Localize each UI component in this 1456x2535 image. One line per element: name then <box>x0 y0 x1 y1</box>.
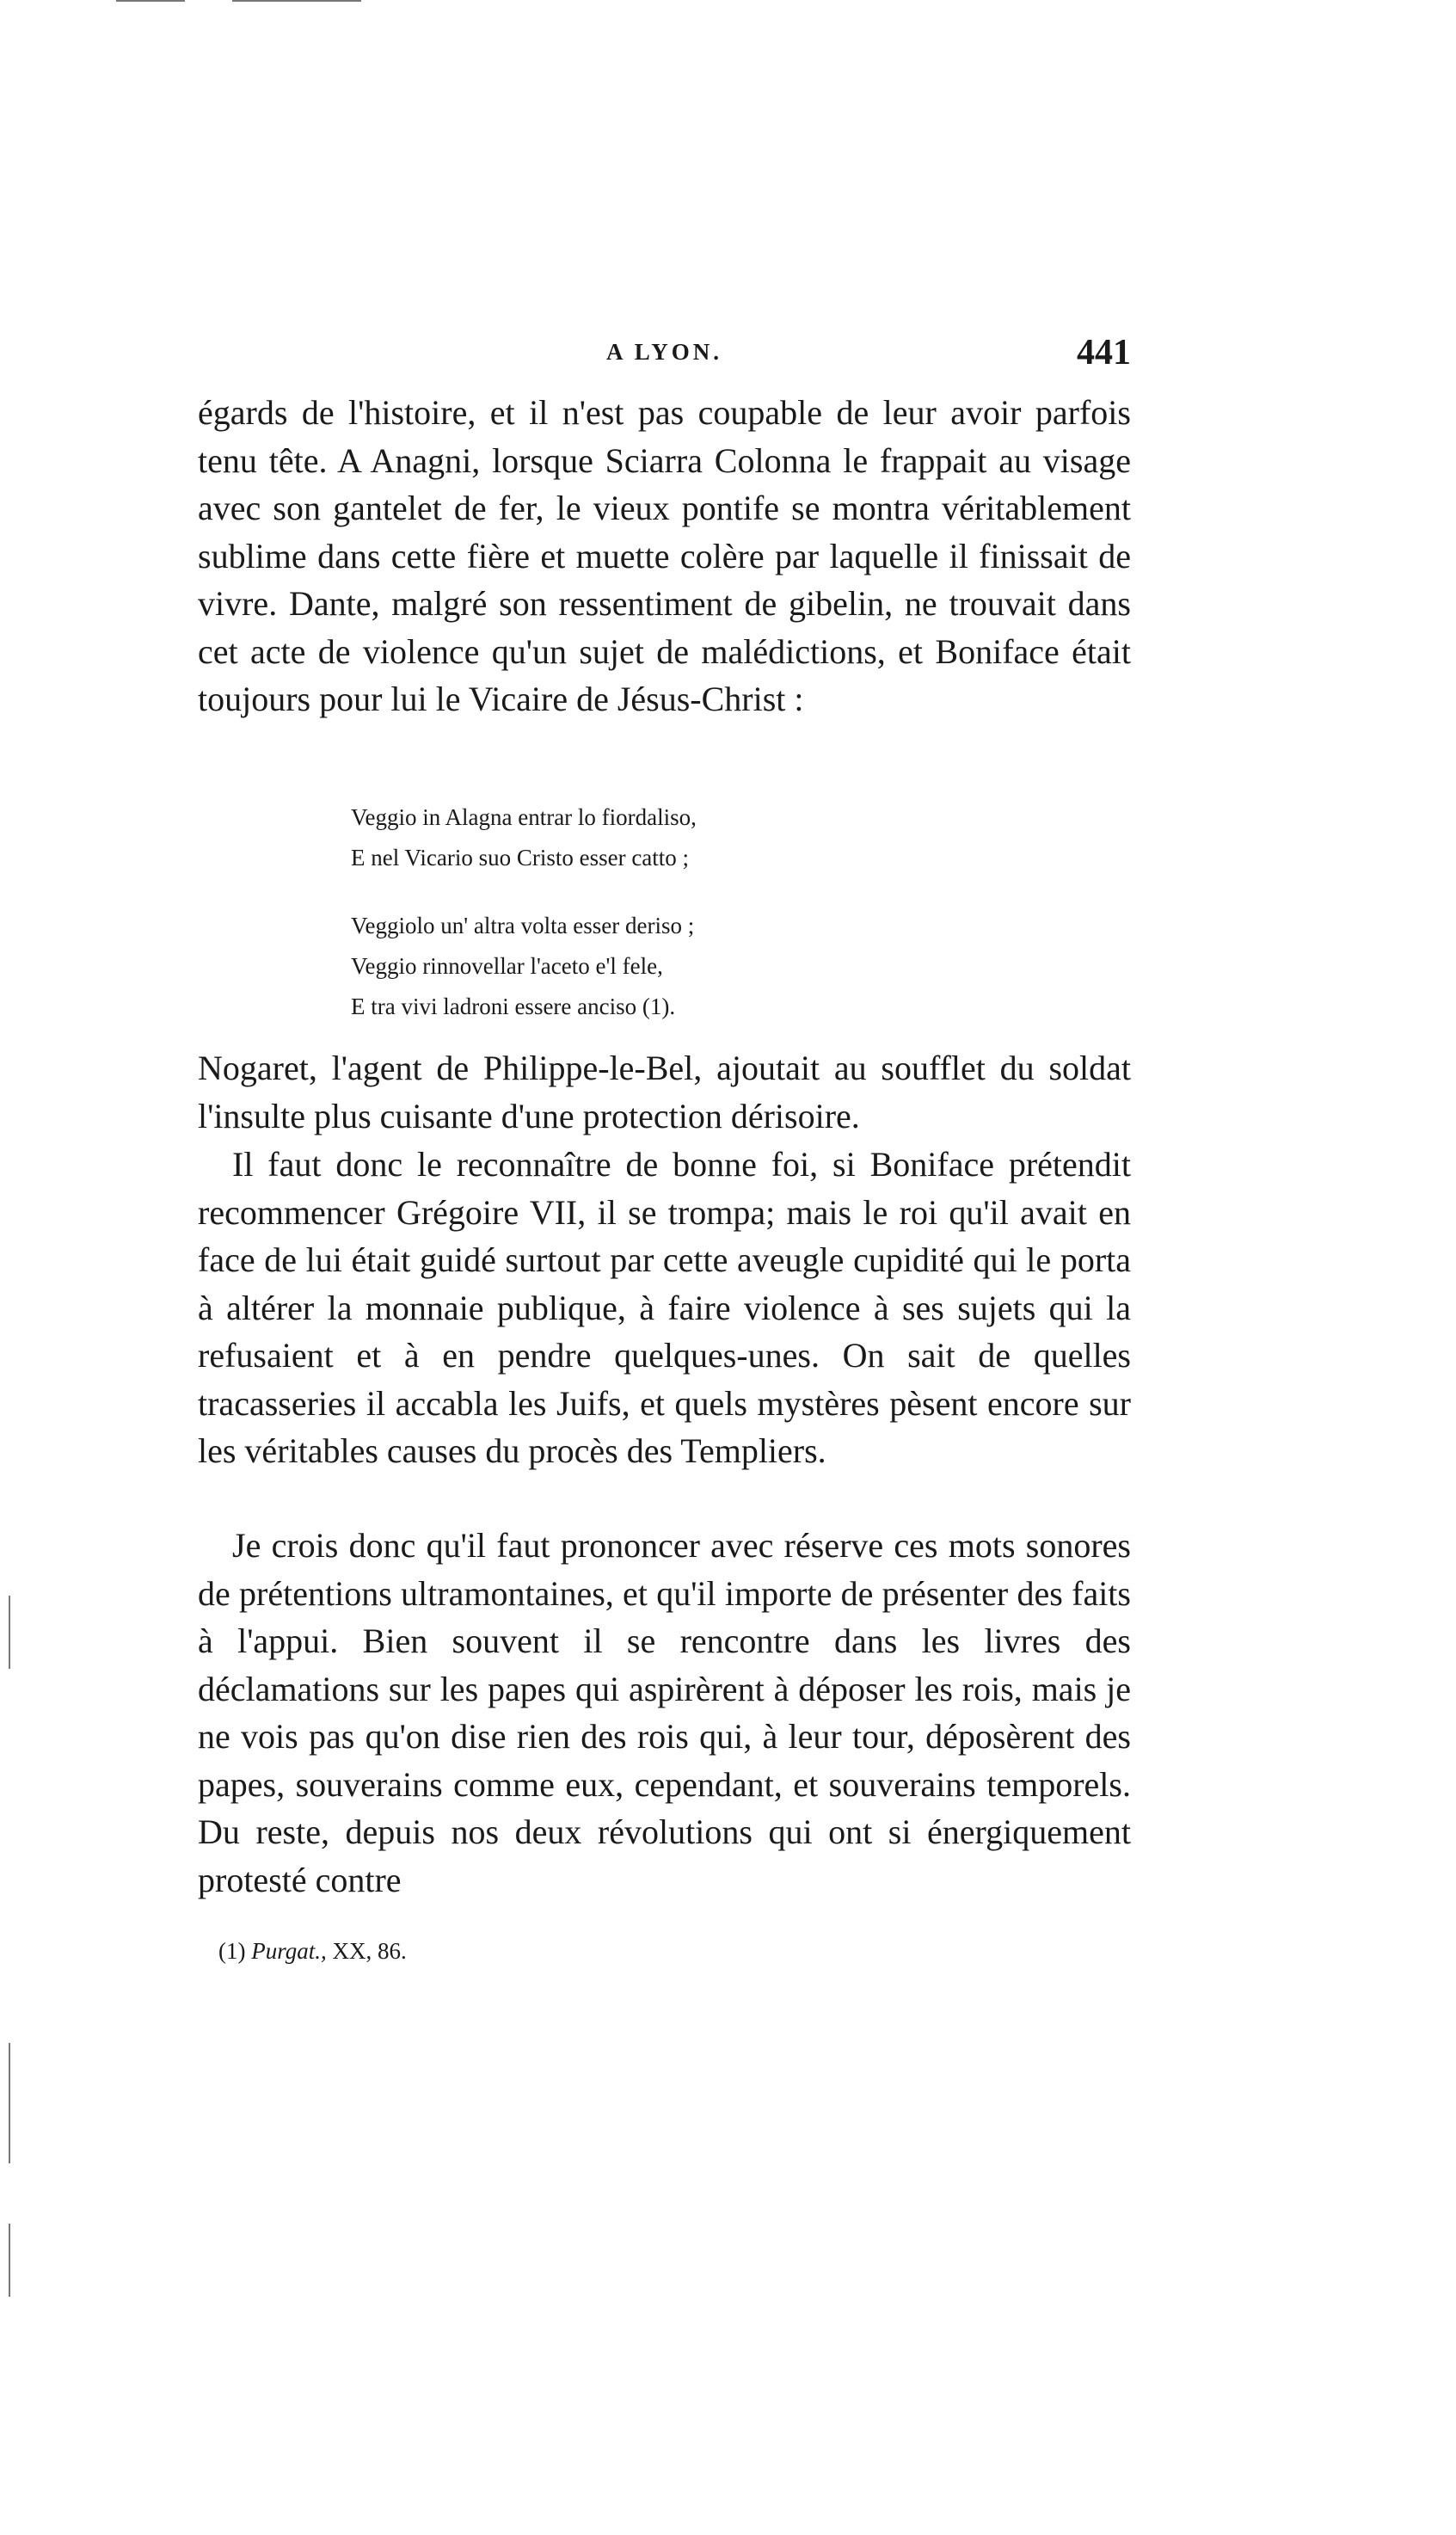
page-header <box>198 332 1131 384</box>
verse-stanza-1 <box>351 797 953 878</box>
verse-stanza-2 <box>351 906 953 1027</box>
paragraph-4: Je crois donc qu'il faut prononcer avec réserve ces mots sonores de prétentions ultramontaines, et qu'il importe de présenter des faits à l'appui. Bien souvent il se rencontre dans les livres des déclamations sur les papes qui aspirèrent à déposer les rois, mais je ne vois pas qu'on dise rien des rois qui, à leur tour, déposèrent des papes, souverains comme eux, cependant, et souverains temporels. Du reste, depuis nos deux révolutions qui ont si énergiquement protesté contre <box>198 1526 1131 1899</box>
footnote <box>218 1938 407 1965</box>
scan-mark-left-2 <box>9 2043 10 2163</box>
scan-mark-top-2 <box>232 0 361 2</box>
verse-line: Veggio rinnovellar l'aceto e'l fele, <box>351 953 663 979</box>
scan-mark-left-3 <box>9 2224 10 2297</box>
page-number: 441 <box>1077 333 1131 372</box>
scan-mark-left-1 <box>9 1596 10 1669</box>
verse-line: E nel Vicario suo Cristo esser catto ; <box>351 845 690 871</box>
paragraph-2: Nogaret, l'agent de Philippe-le-Bel, ajoutait au soufflet du soldat l'insulte plus cuisante d'une protection dérisoire. <box>198 1049 1131 1135</box>
footnote-marker: (1) <box>218 1938 246 1964</box>
running-title: A LYON. <box>605 339 723 365</box>
footnote-reference: XX, 86. <box>332 1938 407 1964</box>
footnote-work: Purgat., <box>251 1938 327 1964</box>
verse-line: E tra vivi ladroni essere anciso (1). <box>351 994 676 1019</box>
verse-line: Veggio in Alagna entrar lo fiordaliso, <box>351 804 697 830</box>
paragraph-3: Il faut donc le reconnaître de bonne foi, si Boniface prétendit recommencer Grégoire VII, il se trompa; mais le roi qu'il avait en face de lui était guidé surtout par cette aveugle cupidité qui le porta à altérer la monnaie publique, à faire violence à ses sujets qui la refusaient et à en pendre quelques-unes. On sait de quelles tracasseries il accabla les Juifs, et quels mystères pèsent encore sur les véritables causes du procès des Templiers. <box>198 1145 1131 1470</box>
verse-line: Veggiolo un' altra volta esser deriso ; <box>351 913 695 938</box>
scan-mark-top <box>116 0 185 2</box>
paragraph-1: égards de l'histoire, et il n'est pas coupable de leur avoir parfois tenu tête. A Anagni, lorsque Sciarra Colonna le frappait au visage avec son gantelet de fer, le vieux pontife se montra véritablement sublime dans cette fière et muette colère par laquelle il finissait de vivre. Dante, malgré son ressentiment de gibelin, ne trouvait dans cet acte de violence qu'un sujet de malédictions, et Boniface était toujours pour lui le Vicaire de Jésus-Christ : <box>198 393 1131 718</box>
